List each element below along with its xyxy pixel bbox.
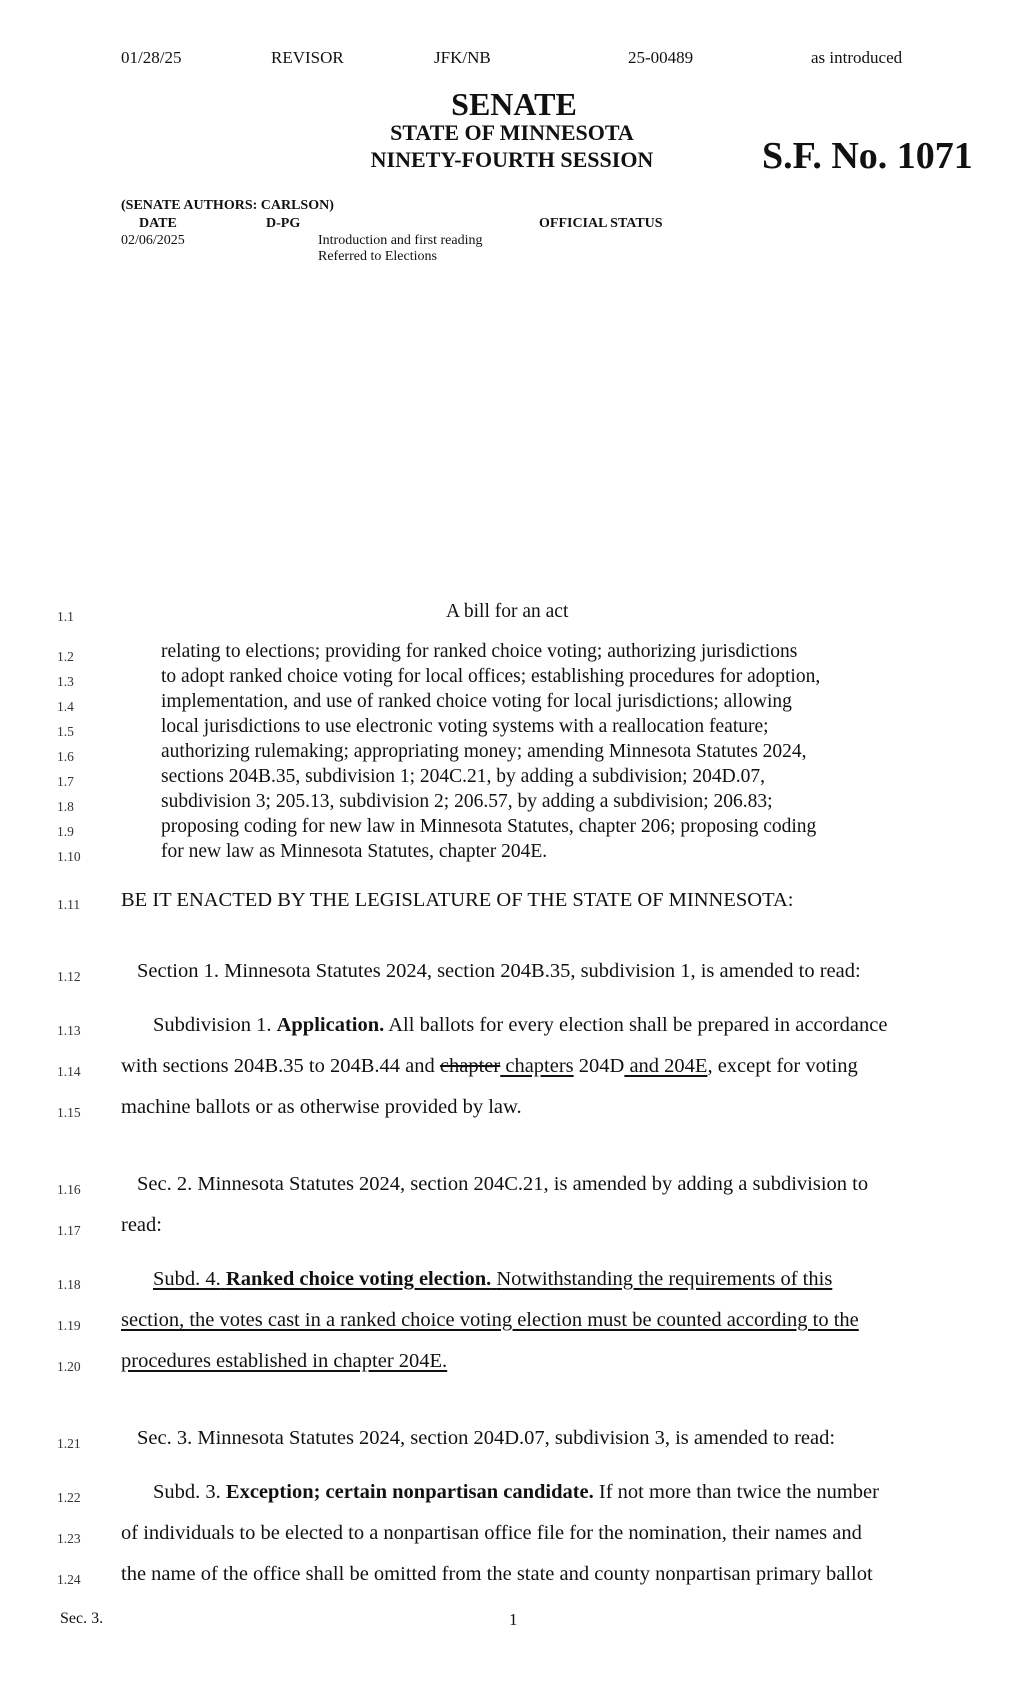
bill-number: S.F. No. 1071 [762, 135, 973, 177]
line-number: 1.18 [57, 1277, 81, 1292]
col-status-header: OFFICIAL STATUS [539, 216, 663, 231]
line-number: 1.23 [57, 1531, 81, 1546]
line-number: 1.21 [57, 1436, 81, 1451]
enacting-clause: BE IT ENACTED BY THE LEGISLATURE OF THE STATE OF MINNESOTA: [121, 889, 794, 911]
chamber-title: SENATE [451, 86, 577, 122]
statute-line [121, 1055, 858, 1078]
line-number: 1.8 [57, 799, 74, 814]
line-number: 1.17 [57, 1223, 81, 1238]
text-run: Subdivision 1. [153, 1014, 277, 1036]
col-date-header: DATE [139, 216, 177, 231]
statute-line [153, 1014, 887, 1037]
line-number: 1.11 [57, 897, 81, 912]
statute-line [153, 1268, 832, 1291]
line-number: 1.15 [57, 1105, 81, 1120]
inserted-text: and 204E [624, 1055, 708, 1077]
inserted-text: procedures established in chapter 204E. [121, 1350, 448, 1372]
header-initials: JFK/NB [434, 48, 491, 67]
subdivision-heading: Application. [276, 1014, 385, 1036]
state-title: STATE OF MINNESOTA [390, 120, 634, 145]
header-status: as introduced [811, 48, 903, 67]
section-heading: Sec. 3. Minnesota Statutes 2024, section 204D.07, subdivision 3, is amended to read: [137, 1427, 836, 1449]
line-number: 1.6 [57, 749, 74, 764]
statute-line: the name of the office shall be omitted from the state and county nonpartisan primary ballot [121, 1563, 873, 1585]
header-office: REVISOR [271, 48, 344, 67]
bill-heading: A bill for an act [446, 601, 569, 622]
line-number: 1.1 [57, 609, 74, 624]
footer-section: Sec. 3. [60, 1610, 104, 1627]
line-number: 1.4 [57, 699, 74, 714]
title-line: proposing coding for new law in Minnesota Statutes, chapter 206; proposing coding [161, 816, 817, 837]
title-line: implementation, and use of ranked choice voting for local jurisdictions; allowing [161, 691, 792, 712]
text-run: 204D [573, 1055, 625, 1077]
col-dpg-header: D-PG [266, 216, 301, 231]
header-doc-number: 25-00489 [628, 48, 694, 67]
text-run: Notwithstanding the requirements of this [496, 1268, 833, 1290]
statute-line: of individuals to be elected to a nonpartisan office file for the nomination, their names and [121, 1522, 862, 1544]
subdivision-heading: Ranked choice voting election. [225, 1268, 492, 1290]
stricken-text: chapter [439, 1055, 501, 1077]
title-line: to adopt ranked choice voting for local offices; establishing procedures for adoption, [161, 666, 821, 687]
line-number: 1.20 [57, 1359, 81, 1374]
line-number: 1.24 [57, 1572, 81, 1587]
line-number: 1.5 [57, 724, 74, 739]
section-heading: Section 1. Minnesota Statutes 2024, section 204B.35, subdivision 1, is amended to read: [137, 960, 861, 982]
title-line: subdivision 3; 205.13, subdivision 2; 206.57, by adding a subdivision; 206.83; [161, 791, 773, 812]
line-number: 1.7 [57, 774, 74, 789]
section-heading: read: [121, 1214, 162, 1236]
text-run: Subd. 4. [153, 1268, 221, 1290]
line-number: 1.10 [57, 849, 81, 864]
line-number: 1.14 [57, 1064, 81, 1079]
text-run: All ballots for every election shall be prepared in accordance [384, 1014, 888, 1036]
senate-authors: (SENATE AUTHORS: CARLSON) [121, 198, 334, 213]
line-number: 1.13 [57, 1023, 81, 1038]
title-line: sections 204B.35, subdivision 1; 204C.21, by adding a subdivision; 204D.07, [161, 766, 765, 787]
line-number: 1.22 [57, 1490, 81, 1505]
status-row-date: 02/06/2025 [121, 233, 185, 248]
line-number: 1.2 [57, 649, 74, 664]
title-line: local jurisdictions to use electronic voting systems with a reallocation feature; [161, 716, 769, 737]
line-number: 1.16 [57, 1182, 81, 1197]
text-run: If not more than twice the number [593, 1481, 879, 1503]
line-number: 1.9 [57, 824, 74, 839]
line-number: 1.12 [57, 969, 81, 984]
subdivision-heading: Exception; certain nonpartisan candidate. [225, 1481, 594, 1503]
title-line: authorizing rulemaking; appropriating money; amending Minnesota Statutes 2024, [161, 741, 807, 762]
title-line: relating to elections; providing for ranked choice voting; authorizing jurisdictions [161, 641, 798, 662]
status-row-action: Referred to Elections [318, 249, 437, 264]
status-row-action: Introduction and first reading [318, 233, 483, 248]
text-run: , except for voting [707, 1055, 858, 1077]
section-heading: Sec. 2. Minnesota Statutes 2024, section 204C.21, is amended by adding a subdivision to [137, 1173, 869, 1195]
statute-line [153, 1481, 879, 1504]
line-number: 1.3 [57, 674, 74, 689]
session-title: NINETY-FOURTH SESSION [370, 147, 654, 172]
line-number: 1.19 [57, 1318, 81, 1333]
inserted-text: chapters [500, 1055, 574, 1077]
statute-line: machine ballots or as otherwise provided by law. [121, 1096, 522, 1118]
header-date: 01/28/25 [121, 48, 182, 67]
title-line: for new law as Minnesota Statutes, chapter 204E. [161, 841, 548, 862]
text-run: with sections 204B.35 to 204B.44 and [121, 1055, 440, 1077]
page-number: 1 [509, 1610, 518, 1629]
text-run: Subd. 3. [153, 1481, 226, 1503]
inserted-text: section, the votes cast in a ranked choice voting election must be counted according to the [121, 1309, 859, 1331]
